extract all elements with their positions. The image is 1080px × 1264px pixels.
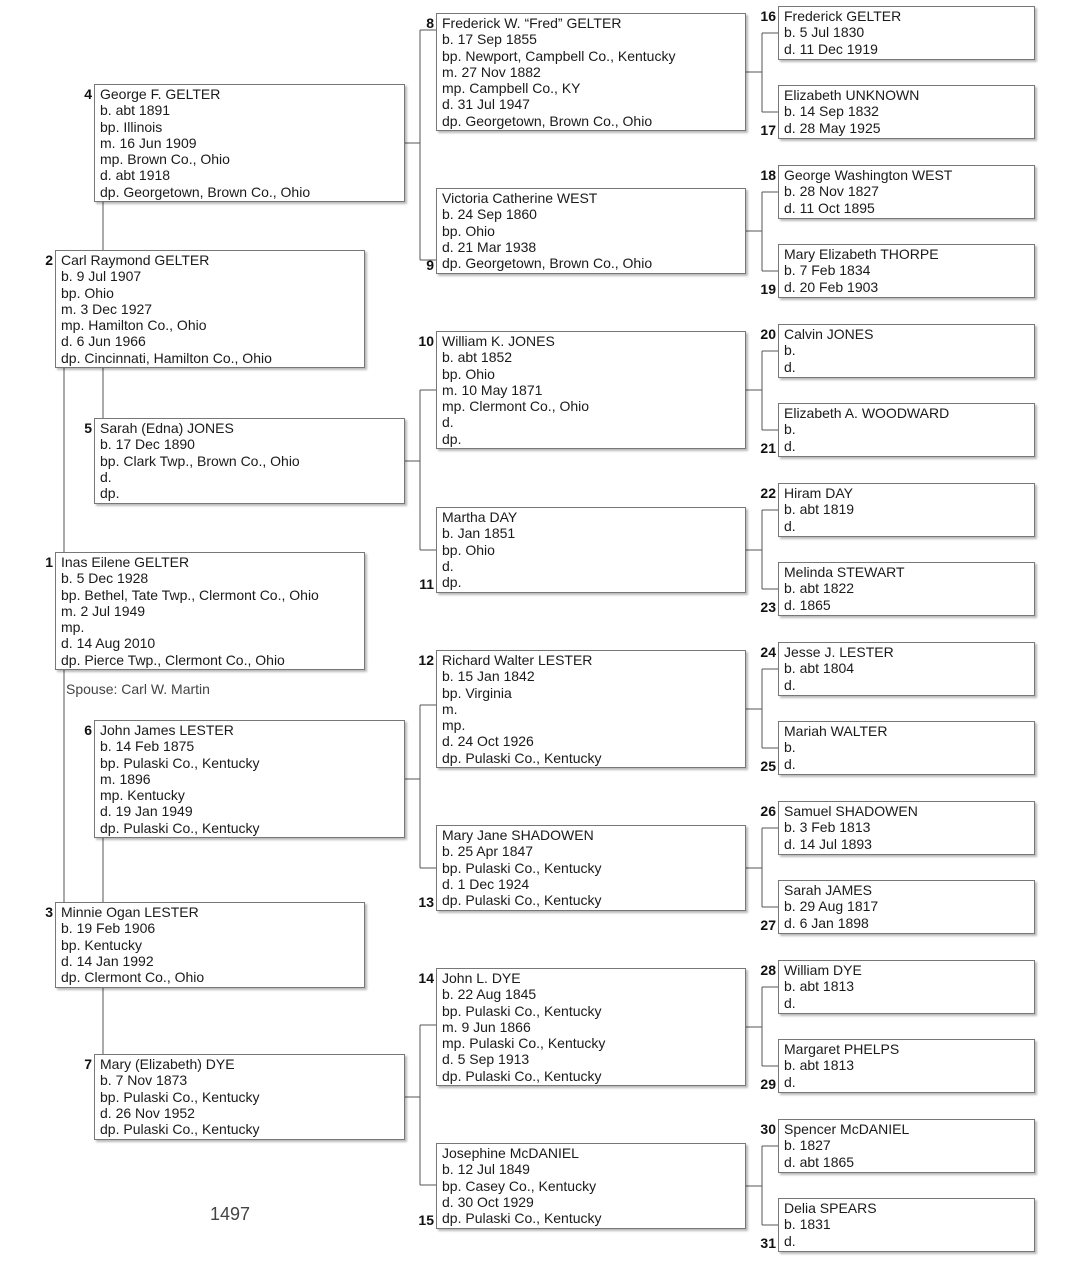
person-name: Mary (Elizabeth) DYE	[100, 1056, 235, 1072]
person-detail: mp. Hamilton Co., Ohio	[61, 317, 207, 334]
person-detail: m. 3 Dec 1927	[61, 300, 153, 317]
person-number: 8	[426, 15, 434, 31]
person-name: Martha DAY	[442, 509, 518, 525]
person-number: 18	[760, 167, 776, 183]
person-detail: bp. Casey Co., Kentucky	[442, 1177, 597, 1194]
person-name: John James LESTER	[100, 722, 234, 738]
person-detail: d.	[442, 557, 454, 574]
person-detail: mp. Pulaski Co., Kentucky	[442, 1035, 606, 1052]
person-detail: d.	[100, 468, 112, 485]
person-name: Elizabeth UNKNOWN	[784, 87, 920, 103]
person-name: Sarah JAMES	[784, 882, 872, 898]
person-number: 29	[760, 1076, 776, 1092]
person-detail: b. 5 Dec 1928	[61, 570, 149, 587]
person-name: George Washington WEST	[784, 167, 953, 183]
person-box-21	[778, 403, 1035, 457]
person-number: 11	[419, 576, 434, 592]
person-detail: d. 6 Jun 1966	[61, 333, 146, 350]
person-name: Jesse J. LESTER	[784, 644, 894, 660]
person-box-6	[94, 720, 405, 838]
person-detail: b. abt 1819	[784, 501, 855, 518]
person-detail: b. 3 Feb 1813	[784, 819, 871, 836]
person-detail: d. 28 May 1925	[784, 119, 881, 136]
person-detail: b. 14 Feb 1875	[100, 738, 195, 755]
person-detail: mp. Kentucky	[100, 787, 185, 804]
person-box-29	[778, 1039, 1035, 1093]
person-detail: dp. Pulaski Co., Kentucky	[442, 1210, 602, 1227]
person-name: Richard Walter LESTER	[442, 652, 593, 668]
person-name: Mary Jane SHADOWEN	[442, 827, 594, 843]
person-box-18	[778, 165, 1035, 219]
person-detail: bp. Ohio	[442, 365, 495, 382]
person-detail: d. 1 Dec 1924	[442, 875, 530, 892]
person-number: 17	[760, 122, 776, 138]
person-name: George F. GELTER	[100, 86, 221, 102]
person-number: 9	[426, 257, 434, 273]
person-detail: m.	[442, 700, 458, 717]
person-detail: dp.	[442, 574, 462, 591]
person-detail: d. 31 Jul 1947	[442, 96, 530, 113]
person-detail: b. abt 1804	[784, 660, 855, 677]
person-name: Samuel SHADOWEN	[784, 803, 918, 819]
person-number: 3	[45, 904, 53, 920]
person-detail: d. 19 Jan 1949	[100, 803, 193, 820]
person-number: 21	[760, 440, 776, 456]
person-detail: d. 24 Oct 1926	[442, 733, 534, 750]
person-detail: b. abt 1852	[442, 349, 513, 366]
person-detail: d. 20 Feb 1903	[784, 278, 879, 295]
person-detail: b. abt 1813	[784, 978, 855, 995]
person-name: William DYE	[784, 962, 862, 978]
person-detail: d. 11 Dec 1919	[784, 40, 878, 57]
person-detail: bp. Pulaski Co., Kentucky	[100, 754, 260, 771]
person-detail: dp. Pulaski Co., Kentucky	[442, 749, 602, 766]
person-detail: mp. Campbell Co., KY	[442, 80, 581, 97]
person-box-10	[436, 331, 746, 449]
person-detail: dp. Pulaski Co., Kentucky	[442, 1067, 602, 1084]
person-detail: b. 24 Sep 1860	[442, 206, 537, 223]
person-number: 23	[760, 599, 776, 615]
person-detail: b. abt 1813	[784, 1057, 855, 1074]
person-name: Calvin JONES	[784, 326, 874, 342]
person-detail: bp. Virginia	[442, 684, 512, 701]
person-number: 24	[760, 644, 776, 660]
person-detail: b.	[784, 421, 796, 438]
person-detail: bp. Pulaski Co., Kentucky	[442, 859, 602, 876]
person-name: Sarah (Edna) JONES	[100, 420, 234, 436]
person-number: 28	[760, 962, 776, 978]
person-detail: bp. Illinois	[100, 118, 163, 135]
person-detail: bp. Ohio	[61, 284, 114, 301]
person-detail: b. 14 Sep 1832	[784, 103, 879, 120]
person-box-19	[778, 244, 1035, 298]
person-detail: dp. Georgetown, Brown Co., Ohio	[442, 255, 653, 272]
person-detail: b.	[784, 739, 796, 756]
person-box-26	[778, 801, 1035, 855]
person-name: John L. DYE	[442, 970, 521, 986]
person-number: 25	[760, 758, 776, 774]
person-detail: d. 21 Mar 1938	[442, 238, 537, 255]
person-box-24	[778, 642, 1035, 696]
person-box-9	[436, 188, 746, 274]
person-detail: mp. Clermont Co., Ohio	[442, 398, 590, 415]
person-name: Victoria Catherine WEST	[442, 190, 598, 206]
person-box-4	[94, 84, 405, 202]
person-detail: dp. Georgetown, Brown Co., Ohio	[100, 183, 311, 200]
person-detail: m. 9 Jun 1866	[442, 1018, 531, 1035]
person-box-3	[55, 902, 365, 988]
person-box-5	[94, 418, 405, 504]
person-detail: d.	[784, 1073, 796, 1090]
person-number: 5	[84, 420, 92, 436]
person-detail: bp. Clark Twp., Brown Co., Ohio	[100, 452, 300, 469]
person-detail: b. 28 Nov 1827	[784, 183, 879, 200]
person-detail: b. 1827	[784, 1137, 831, 1154]
person-name: Frederick W. “Fred” GELTER	[442, 15, 622, 31]
person-detail: b. 9 Jul 1907	[61, 268, 142, 285]
person-box-20	[778, 324, 1035, 378]
person-detail: dp.	[442, 430, 462, 447]
person-box-25	[778, 721, 1035, 775]
person-detail: d. 11 Oct 1895	[784, 199, 875, 216]
person-name: Josephine McDANIEL	[442, 1145, 579, 1161]
person-detail: d. 1865	[784, 596, 831, 613]
person-number: 19	[760, 281, 776, 297]
person-detail: d. 5 Sep 1913	[442, 1051, 530, 1068]
person-number: 2	[45, 252, 53, 268]
person-name: Minnie Ogan LESTER	[61, 904, 199, 920]
person-box-27	[778, 880, 1035, 934]
person-detail: d.	[784, 994, 796, 1011]
person-name: Margaret PHELPS	[784, 1041, 900, 1057]
person-detail: dp. Pulaski Co., Kentucky	[100, 1121, 260, 1138]
person-detail: m. 2 Jul 1949	[61, 602, 146, 619]
person-detail: d. 30 Oct 1929	[442, 1193, 534, 1210]
person-detail: m. 27 Nov 1882	[442, 63, 541, 80]
person-detail: d.	[784, 676, 796, 693]
person-detail: d.	[784, 517, 796, 534]
person-box-13	[436, 825, 746, 911]
person-number: 7	[84, 1056, 92, 1072]
person-name: Mariah WALTER	[784, 723, 888, 739]
person-box-7	[94, 1054, 405, 1140]
person-detail: d.	[784, 755, 796, 772]
person-detail: b. Jan 1851	[442, 525, 516, 542]
person-number: 27	[760, 917, 776, 933]
person-number: 13	[418, 894, 434, 910]
person-detail: dp. Pulaski Co., Kentucky	[442, 892, 602, 909]
person-detail: m. 1896	[100, 770, 151, 787]
person-number: 4	[84, 86, 92, 102]
person-detail: d.	[784, 358, 796, 375]
person-detail: d.	[442, 414, 454, 431]
person-detail: b. abt 1891	[100, 102, 171, 119]
person-detail: b. 25 Apr 1847	[442, 843, 534, 860]
person-detail: b. abt 1822	[784, 580, 855, 597]
person-detail: d. 14 Jul 1893	[784, 835, 872, 852]
person-name: Mary Elizabeth THORPE	[784, 246, 939, 262]
person-box-28	[778, 960, 1035, 1014]
person-detail: dp. Georgetown, Brown Co., Ohio	[442, 112, 653, 129]
person-detail: bp. Ohio	[442, 222, 495, 239]
person-name: Delia SPEARS	[784, 1200, 877, 1216]
person-detail: b. 5 Jul 1830	[784, 24, 865, 41]
person-detail: d. 14 Jan 1992	[61, 952, 154, 969]
person-name: Inas Eilene GELTER	[61, 554, 190, 570]
person-box-11	[436, 507, 746, 593]
person-detail: mp. Brown Co., Ohio	[100, 151, 230, 168]
person-detail: b.	[784, 342, 796, 359]
page-number: 1497	[210, 1204, 251, 1224]
person-box-2	[55, 250, 365, 368]
person-detail: b. 7 Feb 1834	[784, 262, 871, 279]
person-number: 1	[45, 554, 53, 570]
person-box-23	[778, 562, 1035, 616]
person-detail: bp. Bethel, Tate Twp., Clermont Co., Ohio	[61, 586, 319, 603]
person-detail: dp. Cincinnati, Hamilton Co., Ohio	[61, 349, 272, 366]
person-detail: dp.	[100, 485, 120, 502]
person-number: 16	[760, 8, 776, 24]
person-number: 22	[760, 485, 776, 501]
person-number: 6	[84, 722, 92, 738]
person-box-12	[436, 650, 746, 768]
person-number: 15	[418, 1212, 434, 1228]
person-detail: d. 14 Aug 2010	[61, 635, 156, 652]
person-name: Elizabeth A. WOODWARD	[784, 405, 950, 421]
person-detail: dp. Pulaski Co., Kentucky	[100, 819, 260, 836]
person-box-22	[778, 483, 1035, 537]
person-detail: bp. Newport, Campbell Co., Kentucky	[442, 47, 676, 64]
person-detail: dp. Pierce Twp., Clermont Co., Ohio	[61, 651, 285, 668]
person-detail: d. abt 1865	[784, 1153, 855, 1170]
person-detail: b. 17 Sep 1855	[442, 31, 537, 48]
person-detail: d.	[784, 1232, 796, 1249]
person-detail: dp. Clermont Co., Ohio	[61, 969, 205, 986]
person-number: 12	[418, 652, 434, 668]
person-number: 14	[418, 970, 434, 986]
person-detail: b. 12 Jul 1849	[442, 1161, 530, 1178]
person-detail: d. 26 Nov 1952	[100, 1104, 195, 1121]
person-name: Melinda STEWART	[784, 564, 905, 580]
person-detail: b. 17 Dec 1890	[100, 436, 195, 453]
person-detail: b. 22 Aug 1845	[442, 986, 537, 1003]
person-box-30	[778, 1119, 1035, 1173]
person-box-1	[55, 552, 365, 670]
person-box-8	[436, 13, 746, 131]
person-number: 30	[760, 1121, 776, 1137]
person-number: 31	[760, 1235, 776, 1251]
person-detail: mp.	[61, 619, 85, 636]
person-detail: bp. Pulaski Co., Kentucky	[100, 1088, 260, 1105]
person-detail: b. 19 Feb 1906	[61, 920, 156, 937]
person-name: Spencer McDANIEL	[784, 1121, 910, 1137]
person-box-31	[778, 1198, 1035, 1252]
person-detail: m. 16 Jun 1909	[100, 134, 197, 151]
person-detail: d. abt 1918	[100, 167, 171, 184]
person-name: William K. JONES	[442, 333, 555, 349]
person-box-16	[778, 6, 1035, 60]
person-number: 10	[418, 333, 434, 349]
person-detail: b. 15 Jan 1842	[442, 668, 535, 685]
spouse-label: Spouse: Carl W. Martin	[66, 681, 210, 697]
person-detail: b. 7 Nov 1873	[100, 1072, 188, 1089]
person-detail: b. 29 Aug 1817	[784, 898, 879, 915]
person-name: Carl Raymond GELTER	[61, 252, 210, 268]
person-number: 26	[760, 803, 776, 819]
person-detail: m. 10 May 1871	[442, 381, 543, 398]
person-detail: d. 6 Jan 1898	[784, 914, 869, 931]
person-number: 20	[760, 326, 776, 342]
person-box-14	[436, 968, 746, 1086]
person-detail: bp. Kentucky	[61, 936, 142, 953]
person-name: Frederick GELTER	[784, 8, 902, 24]
person-detail: mp.	[442, 717, 466, 734]
person-detail: bp. Pulaski Co., Kentucky	[442, 1002, 602, 1019]
person-detail: d.	[784, 437, 796, 454]
person-box-15	[436, 1143, 746, 1229]
person-detail: b. 1831	[784, 1216, 831, 1233]
person-name: Hiram DAY	[784, 485, 853, 501]
person-detail: bp. Ohio	[442, 541, 495, 558]
person-box-17	[778, 85, 1035, 139]
